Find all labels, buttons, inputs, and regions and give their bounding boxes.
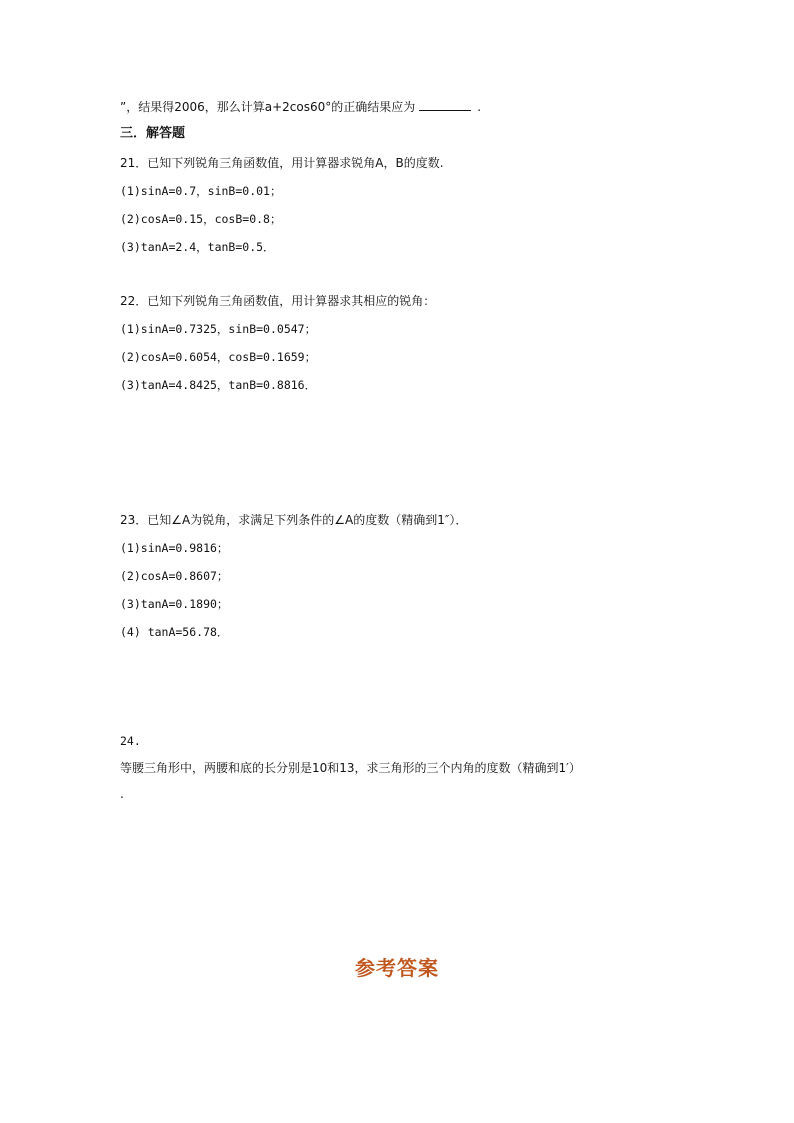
section-title: 三．解答题	[120, 126, 186, 141]
question-24-number: 24.	[120, 734, 141, 748]
top-line	[120, 98, 481, 115]
question-24-tail: .	[120, 787, 124, 801]
question-23-item-1: (1)sinA=0.9816；	[120, 541, 229, 555]
question-22-item-1: (1)sinA=0.7325，sinB=0.0547；	[120, 322, 317, 336]
question-21-item-2: (2)cosA=0.15，cosB=0.8；	[120, 212, 282, 226]
question-21-item-1: (1)sinA=0.7，sinB=0.01；	[120, 184, 282, 198]
answer-blank	[419, 98, 471, 111]
question-21-item-3: (3)tanA=2.4，tanB=0.5．	[120, 240, 275, 254]
answer-heading: 参考答案	[355, 956, 439, 980]
question-22-stem: 22．已知下列锐角三角函数值，用计算器求其相应的锐角：	[120, 294, 436, 308]
question-23-item-4: (4) tanA=56.78．	[120, 625, 229, 639]
question-21-stem: 21．已知下列锐角三角函数值，用计算器求锐角A，B的度数.	[120, 156, 444, 170]
question-23-stem: 23．已知∠A为锐角，求满足下列条件的∠A的度数（精确到1″）．	[120, 513, 468, 527]
question-22-item-3: (3)tanA=4.8425，tanB=0.8816．	[120, 378, 317, 392]
top-line-text: ”，结果得2006，那么计算a+2cos60°的正确结果应为	[120, 100, 416, 114]
question-24-stem: 等腰三角形中，两腰和底的长分别是10和13，求三角形的三个内角的度数（精确到1′）	[120, 761, 581, 775]
question-23-item-2: (2)cosA=0.8607；	[120, 569, 229, 583]
question-22-item-2: (2)cosA=0.6054，cosB=0.1659；	[120, 350, 317, 364]
top-line-end: .	[477, 100, 482, 114]
question-23-item-3: (3)tanA=0.1890；	[120, 597, 229, 611]
